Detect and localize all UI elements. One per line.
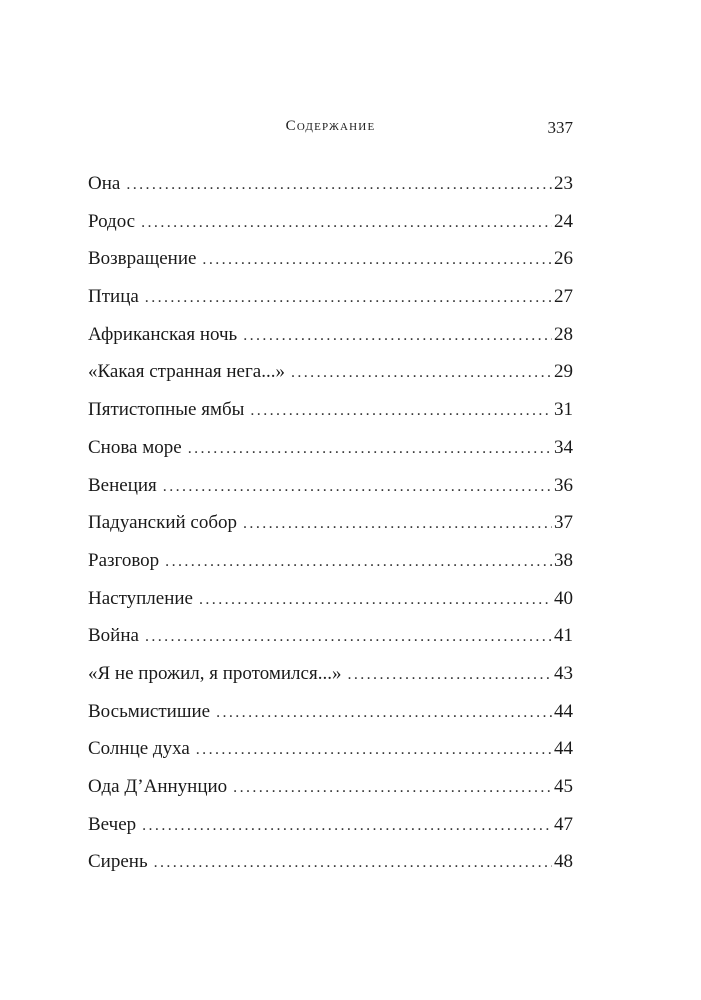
table-of-contents xyxy=(88,165,573,881)
toc-entry-page: 48 xyxy=(554,851,573,873)
toc-entry-page: 38 xyxy=(554,549,573,571)
dot-leader xyxy=(196,731,552,768)
dot-leader xyxy=(188,430,552,467)
toc-entry-title: Снова море xyxy=(88,436,182,458)
toc-entry-title: Ода Д’Аннунцио xyxy=(88,776,228,797)
toc-entry xyxy=(88,165,573,203)
dot-leader xyxy=(141,204,552,241)
toc-entry-page: 40 xyxy=(554,587,573,609)
toc-entry xyxy=(88,429,573,467)
toc-entry-title: «Какая странная нега...» xyxy=(88,361,285,383)
dot-leader xyxy=(145,618,552,655)
toc-entry-page: 34 xyxy=(554,436,573,458)
toc-entry-page: 44 xyxy=(554,738,573,760)
toc-entry-page: 41 xyxy=(554,625,573,647)
toc-entry-title: Война xyxy=(88,625,139,647)
toc-entry xyxy=(88,391,573,429)
dot-leader xyxy=(154,844,552,881)
toc-entry-title: Восьмистишие xyxy=(88,700,211,722)
toc-entry-title: Родос xyxy=(88,210,136,232)
toc-entry-title: Сирень xyxy=(88,851,148,873)
toc-entry-title: Возвращение xyxy=(88,248,197,270)
running-header xyxy=(88,118,573,142)
toc-entry xyxy=(88,730,573,768)
toc-entry xyxy=(88,580,573,618)
toc-entry xyxy=(88,693,573,731)
toc-entry-page: 36 xyxy=(554,474,573,496)
toc-entry xyxy=(88,203,573,241)
toc-entry xyxy=(88,768,573,806)
toc-entry-title: Наступление xyxy=(88,587,193,609)
toc-entry-page: 44 xyxy=(554,700,573,722)
page-number: 337 xyxy=(547,118,573,137)
toc-entry xyxy=(88,542,573,580)
toc-entry-page: 28 xyxy=(554,323,573,345)
toc-entry-title: Пятистопные ямбы xyxy=(88,399,245,421)
toc-entry-title: Она xyxy=(88,173,121,194)
toc-entry xyxy=(88,278,573,316)
toc-entry xyxy=(88,353,573,391)
toc-entry-title: Разговор xyxy=(88,549,160,571)
toc-entry xyxy=(88,240,573,278)
toc-entry xyxy=(88,617,573,655)
dot-leader xyxy=(199,581,552,618)
dot-leader xyxy=(165,543,552,580)
toc-entry-page: 29 xyxy=(554,361,573,383)
toc-entry xyxy=(88,806,573,844)
toc-entry xyxy=(88,316,573,354)
dot-leader xyxy=(233,769,552,806)
toc-entry-title: «Я не прожил, я протомился...» xyxy=(88,662,342,684)
toc-entry-page: 31 xyxy=(554,399,573,421)
toc-entry xyxy=(88,655,573,693)
dot-leader xyxy=(347,656,552,693)
dot-leader xyxy=(243,317,552,354)
dot-leader xyxy=(145,279,552,316)
toc-entry-title: Венеция xyxy=(88,474,157,496)
toc-entry-page: 37 xyxy=(554,512,573,534)
toc-entry-title: Африканская ночь xyxy=(88,323,238,345)
toc-entry-title: Падуанский собор xyxy=(88,512,238,534)
dot-leader xyxy=(163,468,552,505)
dot-leader xyxy=(216,694,552,731)
toc-entry-title: Вечер xyxy=(88,813,137,835)
dot-leader xyxy=(250,392,552,429)
toc-entry xyxy=(88,504,573,542)
dot-leader xyxy=(291,354,552,391)
toc-entry-page: 47 xyxy=(554,813,573,835)
toc-entry-page: 23 xyxy=(554,173,573,194)
section-title: Содержание xyxy=(285,118,376,134)
toc-entry-page: 43 xyxy=(554,662,573,684)
dot-leader xyxy=(202,241,552,278)
toc-entry-title: Птица xyxy=(88,286,139,308)
toc-entry-page: 26 xyxy=(554,248,573,270)
toc-entry-title: Солнце духа xyxy=(88,738,190,760)
toc-entry xyxy=(88,467,573,505)
dot-leader xyxy=(126,166,552,203)
toc-entry-page: 27 xyxy=(554,286,573,308)
dot-leader xyxy=(142,807,552,844)
toc-entry-page: 24 xyxy=(554,210,573,232)
dot-leader xyxy=(243,505,552,542)
toc-entry xyxy=(88,843,573,881)
toc-entry-page: 45 xyxy=(554,776,573,797)
